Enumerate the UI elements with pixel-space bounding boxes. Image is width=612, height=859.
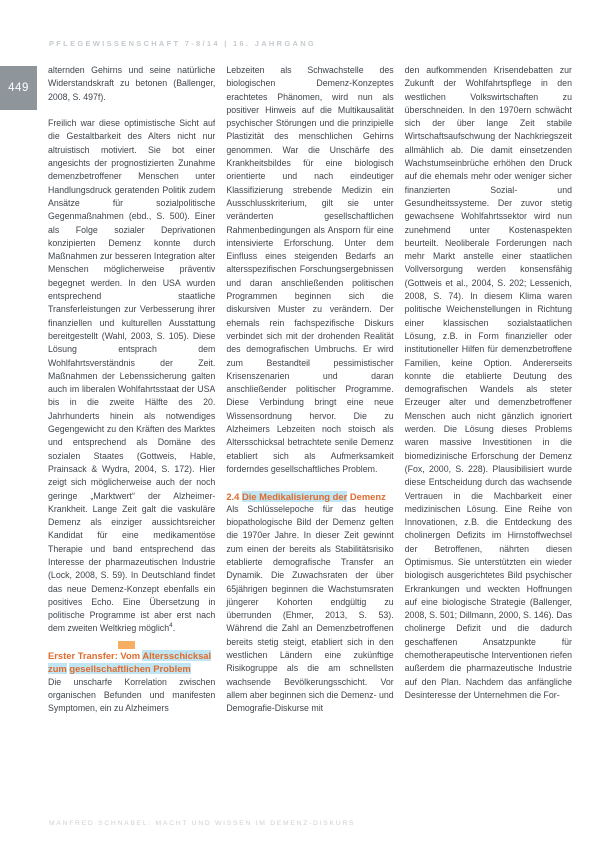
paragraph-text: Als Schlüsselepoche für das heutige biopathologische Bild der Demenz gelten die 1970er Jahre. In dieser Zeit gewinnt zum einen der bereits als Stabilitätsrisiko etablierte demografische Transfer an Dynamik. Die Zuwachsraten der über 65jährigen beginnen die Wachstumsraten jüngerer Kohorten endgültig zu überrunden (Ehmer, 2013, S. 53). Während die Zahl an Demenzbetroffenen bereits stetig steigt, etabliert sich in den westlichen Ländern eine zukünftige Risikogruppe als die am schnellsten wachsende Bevölkerungsschicht. Vor allem aber beginnen sich die Demenz- und Demografie-Diskurse mit [226,503,394,714]
journal-header: PFLEGEWISSENSCHAFT 7-8/14 | 16. JAHRGANG [49,39,317,48]
page-number: 449 [8,82,29,94]
paragraph [48,117,215,636]
search-highlight: Altersschicksal zum [48,650,212,675]
search-match-line [48,636,215,649]
paragraph [48,64,215,104]
paragraph-text: Freilich war diese optimistische Sicht auf die Gestaltbarkeit des Alters nicht nur altruistisch motiviert. Sie bot einer angesichts der prognostizierten Zunahme demenzbetroffener Menschen unter Handlungsdruck geratenden Politik zudem Ansätze für sozialpolitische Gegenmaßnahmen (ebd., S. 500). Einer als Folge sozialer Deprivationen konzipierten Demenz konnte durch Maßnahmen zur besseren Integration alter Menschen möglicherweise präventiv begegnet werden. In den USA wurden entsprechend staatliche Transferleistungen zur Verbesserung ihrer finanziellen und kulturellen Ausstattung bereitgestellt (Wahl, 2003, S. 105). Diese Lösung entsprach dem Wohlfahrtsverständnis der Zeit. Maßnahmen der Lebenssicherung galten auch im liberalen Wohlfahrtsstaat der USA bis in die zweite Hälfte des 20. Jahrhunderts hinein als notwendiges Gegengewicht zu den Kräften des Marktes und entsprechend als Domäne des sozialen Staates (Gottweis, Hable, Prainsack & Wydra, 2004, S. 172). Hier zeigt sich möglicherweise auch der noch geringe „Marktwert“ der Alzheimer-Krankheit. Lange Zeit galt die vaskuläre Demenz als einziger aussichtsreicher Kandidat für eine medikamentöse Therapie und band entsprechend das Interesse der pharmazeutischen Industrie (Lock, 2008, S. 59). In Deutschland findet das neue Demenz-Konzept ebenfalls ein positives Echo. Eine Übersetzung in politische Programme ist aber erst nach dem zweiten Weltkrieg möglich [48,118,216,634]
heading-text: Demenz [349,490,386,502]
paragraph-text: Die unscharfe Korrelation zwischen organischen Befunden und manifesten Symptomen, ein zu Alzheimers [48,676,216,714]
section-heading-medikalisierung [226,490,393,503]
heading-number: 2.4 [226,490,240,502]
page-number-tab [0,66,37,110]
heading-text: Erster Transfer: Vom [48,650,141,662]
section-heading-erster-transfer [48,649,215,676]
paragraph-text: . [172,623,176,634]
paragraph [48,676,215,716]
paragraph-text: Lebzeiten als Schwachstelle des biologischen Demenz-Konzeptes erachtetes Phänomen, wird nun als positiver Hinweis auf die Multikausalität psychischer Störungen und die prinzipielle Plastizität des menschlichen Gehirns genommen. War die Unschärfe des Krankheitsbildes für eine biologisch orientierte und nach eindeutiger Klassifizierung strebende Medizin ein Ausschlusskriterium, gilt sie unter veränderten gesellschaftlichen Rahmenbedingungen als Ansporn für eine intensivierte Erforschung. Unter dem Einfluss eines steigenden Bedarfs an altersspezifischen Forschungsergebnissen und daran anschließenden politischen Programmen beginnen sich die diskursiven Muster zu verändern. Der ehemals rein fachspezifische Diskurs verbindet sich mit der drohenden Realität des demografischen Umbruchs. Er wird zum Bestandteil pessimistischer Krisenszenarien und daran anschließender politischer Programme. Diese Verbindung bringt eine neue Wissensordnung hervor. Die zu Alzheimers Lebzeiten noch stoisch als Altersschicksal betrachtete senile Demenz etabliert sich als Aufmerksamkeit forderndes gesellschaftliches Problem. [226,65,394,474]
paragraph-text: alternden Gehirns und seine natürliche Widerstandskraft zu betonen (Ballenger, 2008, S. 497f). [48,65,216,102]
paragraph [226,64,393,476]
article-body [48,64,572,812]
search-highlight: Die Medikalisierung der [241,490,348,502]
column-3 [405,64,572,812]
paragraph-text: den aufkommenden Krisendebatten zur Zukunft der Wohlfahrtspflege in den westlichen Volkswirtschaften zu überschneiden. In den 1970ern schwächt sich der über lange Zeit stabile Wirtschaftsaufschwung der Nachkriegszeit allmählich ab. Die damit einsetzenden Wachstumseinbrüche erhöhen den Druck auf die ehemals mehr oder weniger sicher finanzierten Sozial- und Gesundheitssysteme. Der zuvor stetig gewachsene Wohlfahrtssektor wird nun zunehmend unter Kostenaspekten beurteilt. Neoliberale Forderungen nach mehr Markt anstelle einer staatlichen Vollversorgung werden konsensfähig (Gottweis et al., 2004, S. 202; Lessenich, 2008, S. 74). In diesem Klima waren politische Weichenstellungen in Richtung einer klassischen sozialstaatlichen Lösung, z.B. in Form finanzieller oder institutioneller Hilfen für demenzbetroffene Familien, keine Option. Andererseits konnte die etablierte Deutung des demografischen Wandels als steter Erzeuger alter und demenzbetroffener Menschen auch nicht gänzlich ignoriert werden. Die Lösung dieses Problems waren massive Investitionen in die biomedizinische Erforschung der Demenz (Fox, 2000, S. 228). Plausibilisiert wurde diese Entscheidung durch das wachsende Vertrauen in die Machbarkeit einer medizinischen Lösung. Eine Reihe von Innovationen, z.B. die Entdeckung des cholinergen Defizits im Hirnstoffwechsel der Betroffenen, nährten diesen Optimismus. Sie unterstützten ein wieder biologisch ausgerichtetes Bild psychischer Erkrankungen und weckten Hoffnungen auf eine biologische Strategie (Ballenger, 2008, S. 501; Dillmann, 2000, S. 146). Das cholinerge Defizit und die dadurch geschaffenen Ansatzpunkte für chemotherapeutische Interventionen riefen außerdem die pharmazeutische Industrie auf den Plan. Nachdem das anfängliche Desinteresse der Unternehmen die For- [404,65,572,700]
search-match-marker [118,641,135,649]
footnote-reference: 4 [169,622,173,630]
column-1 [48,64,215,812]
paragraph [226,503,393,716]
search-highlight: gesellschaftlichen Problem [69,663,191,675]
column-2 [226,64,393,812]
paragraph [405,64,572,702]
running-footer: MANFRED SCHNABEL: MACHT UND WISSEN IM DEMENZ-DISKURS [49,820,356,827]
